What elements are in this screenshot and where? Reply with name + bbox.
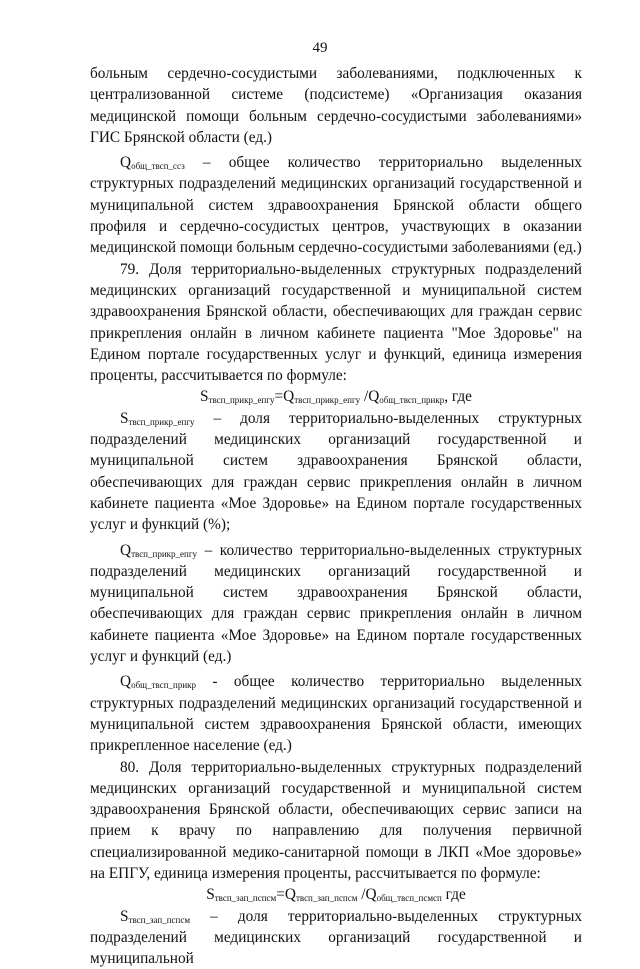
symbol: S (120, 907, 129, 925)
symbol: Q (120, 541, 132, 559)
symbol-subscript: твсп_прикр_епгу (128, 416, 195, 427)
definition-text: - общее количество территориально выделенных структурных подразделений медицинских организаций государственной и муниципальной систем здравоохранения Брянской области, имеющих прикрепленное население (ед.) (90, 673, 582, 755)
symbol-subscript: общ_твсп_прикр (131, 680, 197, 691)
symbol-subscript: общ_твсп_ссз (131, 161, 185, 172)
formula-80: $S_{твсп\_зап\_пспсм}=Q_{твсп\_зап\_пспсм}$ $/Q_{общ\_твсп\_псмсп}$ где (206, 886, 466, 904)
formula-79: $S_{твсп\_прикр\_епгу}=Q_{твсп\_прикр\_епгу}$ $/Q_{общ\_твсп\_прикр}$, где (200, 388, 472, 406)
symbol: S (120, 409, 129, 427)
page-number: 49 (312, 40, 328, 56)
symbol: Q (120, 154, 132, 172)
definition-text: – общее количество территориально выделенных структурных подразделений медицинских организаций государственной и муниципальной систем здравоохранения Брянской области общего профиля и сердечно-сосудистых центров, участвующих в оказании медицинской помощи больным сердечно-сосудистыми заболеваниями (ед.) (90, 154, 582, 257)
symbol: Q (120, 673, 132, 691)
definition-s-zap (90, 906, 582, 969)
definition-text: – доля территориально-выделенных структурных подразделений медицинских организаций государственной и муниципальной систем здравоохранения Брянской области, обеспечивающих для граждан сервис прикрепления онлайн в личном кабинете пациента «Мое Здоровье» на Едином портале государственных услуг и функций (%); (90, 409, 582, 534)
item-79: 79. Доля территориально-выделенных структурных подразделений медицинских организаций государственной и муниципальной систем здравоохранения Брянской области, обеспечивающих для граждан сервис прикрепления онлайн в личном кабинете пациента "Мое Здоровье" на Едином портале государственных услуг и функций, единица измерения проценты, рассчитывается по формуле: (90, 260, 582, 385)
definition-q-epgu (90, 540, 582, 668)
symbol-subscript: твсп_зап_пспсм (128, 914, 191, 925)
definition-text: – доля территориально-выделенных структурных подразделений медицинских организаций государственной и муниципальной (90, 907, 582, 968)
item-80: 80. Доля территориально-выделенных структурных подразделений медицинских организаций государственной и муниципальной систем здравоохранения Брянской области, обеспечивающих сервис записи на прием к врачу по направлению для получения первичной специализированной медико-санитарной помощи в ЛКП «Мое здоровье» на ЕПГУ, единица измерения проценты, рассчитывается по формуле: (90, 758, 582, 882)
definition-q-ssz (90, 152, 582, 258)
document-body (90, 63, 582, 969)
definition-text: – количество территориально-выделенных структурных подразделений медицинских организаций государственной и муниципальной систем здравоохранения Брянской области, обеспечивающих для граждан сервис прикрепления онлайн в личном кабинете пациента «Мое Здоровье» на Едином портале государственных услуг и функций (ед.) (90, 541, 582, 666)
definition-s-epgu (90, 408, 582, 536)
paragraph-continuation: больным сердечно-сосудистыми заболеваниями, подключенных к централизованной системе (подсистеме) «Организация оказания медицинской помощи больным сердечно-сосудистыми заболеваниями» ГИС Брянской области (ед.) (90, 65, 582, 146)
symbol-subscript: твсп_прикр_епгу (131, 548, 198, 559)
definition-q-prikr (90, 671, 582, 756)
